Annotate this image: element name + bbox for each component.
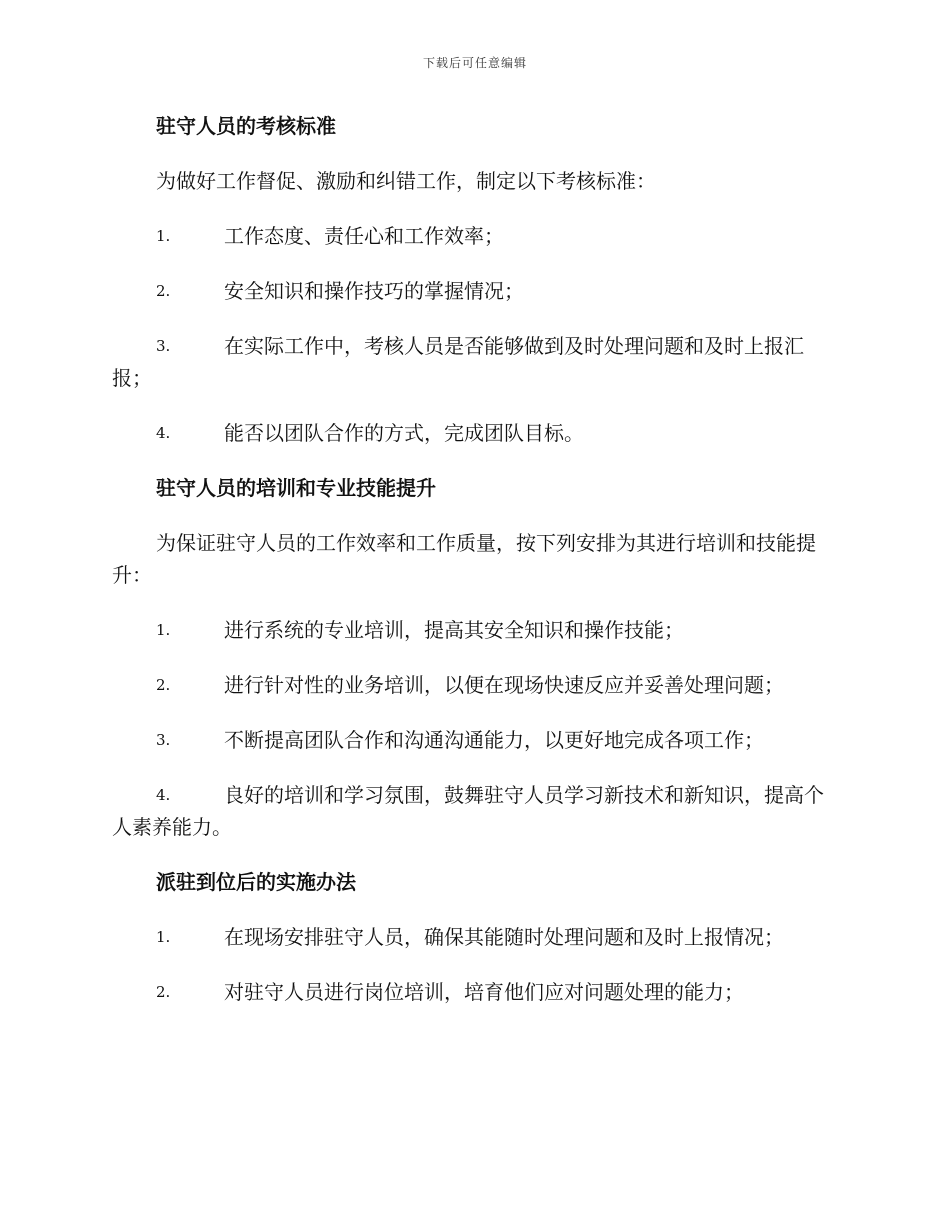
list-item: [112, 417, 837, 449]
list-item: [112, 220, 837, 252]
list-item-text: 进行针对性的业务培训，以便在现场快速反应并妥善处理问题；: [224, 673, 784, 697]
list-item: [112, 669, 837, 701]
list-item-text: 安全知识和操作技巧的掌握情况；: [224, 279, 524, 303]
list-item-text: 良好的培训和学习氛围，鼓舞驻守人员学习新技术和新知识，提高个人素养能力。: [112, 783, 824, 839]
list-item: [112, 330, 837, 394]
list-item-number: 2.: [156, 983, 171, 1001]
list-item-number: 2.: [156, 676, 171, 694]
list-item: [112, 976, 837, 1008]
list-item-text: 进行系统的专业培训，提高其安全知识和操作技能；: [224, 618, 684, 642]
list-item-text: 不断提高团队合作和沟通沟通能力，以更好地完成各项工作；: [224, 728, 764, 752]
document-body: [112, 110, 837, 1031]
list-item-number: 4.: [156, 786, 171, 804]
list-item-number: 1.: [156, 227, 171, 245]
section-heading: 派驻到位后的实施办法: [156, 870, 356, 894]
list-item: [112, 275, 837, 307]
list-item-number: 4.: [156, 424, 171, 442]
list-item-text: 工作态度、责任心和工作效率；: [224, 224, 504, 248]
list-item: [112, 921, 837, 953]
list-item-number: 3.: [156, 337, 171, 355]
list-item: [112, 724, 837, 756]
section-heading: 驻守人员的培训和专业技能提升: [156, 476, 436, 500]
list-item-text: 对驻守人员进行岗位培训，培育他们应对问题处理的能力；: [224, 980, 744, 1004]
list-item-number: 2.: [156, 282, 171, 300]
list-item: [112, 779, 837, 843]
list-item: [112, 614, 837, 646]
section-intro: 为保证驻守人员的工作效率和工作质量，按下列安排为其进行培训和技能提升：: [112, 531, 816, 587]
list-item-number: 1.: [156, 621, 171, 639]
list-item-text: 在实际工作中，考核人员是否能够做到及时处理问题和及时上报汇报；: [112, 334, 804, 390]
list-item-text: 在现场安排驻守人员，确保其能随时处理问题和及时上报情况；: [224, 925, 784, 949]
header-note: 下载后可任意编辑: [422, 56, 527, 70]
list-item-number: 1.: [156, 928, 171, 946]
list-item-text: 能否以团队合作的方式，完成团队目标。: [224, 421, 584, 445]
section-heading: 驻守人员的考核标准: [156, 114, 336, 138]
list-item-number: 3.: [156, 731, 171, 749]
section-intro: 为做好工作督促、激励和纠错工作，制定以下考核标准：: [156, 169, 656, 193]
